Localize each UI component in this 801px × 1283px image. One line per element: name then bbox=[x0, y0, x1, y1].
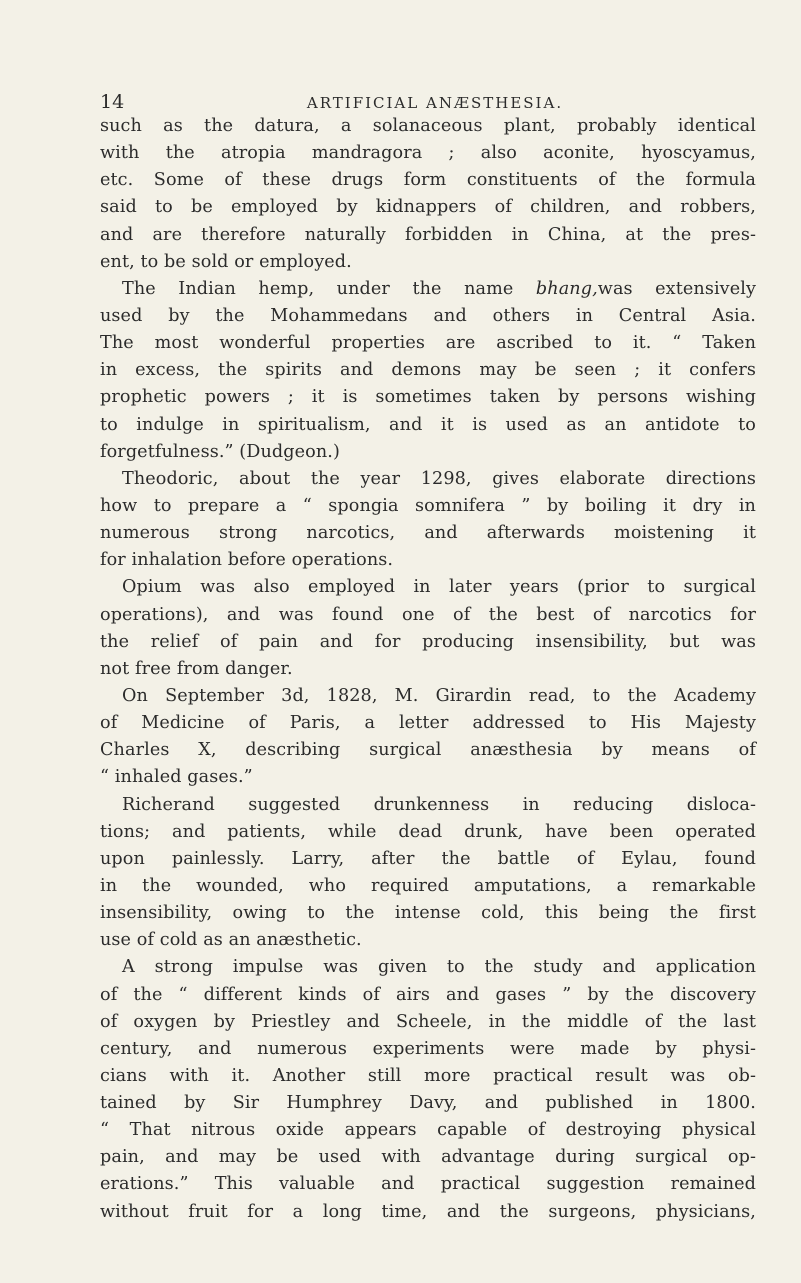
text-line: insensibility, owing to the intense cold, this being the first bbox=[100, 903, 756, 924]
text-line: prophetic powers ; it is sometimes taken by persons wishing bbox=[100, 387, 756, 408]
text-line: not free from danger. bbox=[100, 658, 293, 679]
text-line: use of cold as an anæsthetic. bbox=[100, 930, 362, 951]
text-line: and are therefore naturally forbidden in China, at the pres- bbox=[100, 224, 756, 245]
text-line: Theodoric, about the year 1298, gives elaborate directions bbox=[122, 468, 756, 489]
text-line: “ That nitrous oxide appears capable of destroying physical bbox=[100, 1120, 756, 1141]
text-line: used by the Mohammedans and others in Central Asia. bbox=[100, 305, 756, 326]
italic-term: bhang, bbox=[535, 278, 598, 299]
text-line: upon painlessly. Larry, after the battle of Eylau, found bbox=[100, 848, 756, 869]
text-line: operations), and was found one of the best of narcotics for bbox=[100, 604, 756, 625]
text-line: of Medicine of Paris, a letter addressed to His Majesty bbox=[100, 713, 756, 734]
text-line: Richerand suggested drunkenness in reducing disloca- bbox=[122, 794, 756, 815]
text-line: pain, and may be used with advantage during surgical op- bbox=[100, 1147, 756, 1168]
text-line bbox=[100, 276, 756, 303]
text-line: ent, to be sold or employed. bbox=[100, 251, 352, 272]
text-line: in the wounded, who required amputations, a remarkable bbox=[100, 875, 756, 896]
running-title: ARTIFICIAL ANÆSTHESIA. bbox=[306, 94, 564, 112]
text-line: tions; and patients, while dead drunk, have been operated bbox=[100, 821, 756, 842]
body-text bbox=[100, 113, 756, 1226]
text-line: Charles X, describing surgical anæsthesia by means of bbox=[100, 740, 756, 761]
text-line: erations.” This valuable and practical suggestion remained bbox=[100, 1174, 756, 1195]
text-line: of the “ different kinds of airs and gases ” by the discovery bbox=[100, 984, 756, 1005]
text-segment: The Indian hemp, under the name bbox=[122, 278, 536, 299]
text-line: century, and numerous experiments were made by physi- bbox=[100, 1038, 756, 1059]
text-line: On September 3d, 1828, M. Girardin read, to the Academy bbox=[122, 685, 756, 706]
text-line: cians with it. Another still more practical result was ob- bbox=[100, 1065, 756, 1086]
text-line: A strong impulse was given to the study and application bbox=[122, 957, 756, 978]
text-line: the relief of pain and for producing insensibility, but was bbox=[100, 631, 756, 652]
text-line: tained by Sir Humphrey Davy, and published in 1800. bbox=[100, 1093, 756, 1114]
text-line: in excess, the spirits and demons may be seen ; it confers bbox=[100, 360, 756, 381]
text-line: for inhalation before operations. bbox=[100, 550, 394, 571]
text-segment: was extensively bbox=[597, 278, 756, 299]
page-number: 14 bbox=[100, 91, 125, 113]
running-head bbox=[100, 90, 750, 114]
text-line: Opium was also employed in later years (prior to surgical bbox=[122, 577, 756, 598]
text-line: without fruit for a long time, and the surgeons, physicians, bbox=[100, 1201, 756, 1222]
text-line: such as the datura, a solanaceous plant, probably identical bbox=[100, 116, 756, 136]
text-line: The most wonderful properties are ascribed to it. “ Taken bbox=[100, 333, 756, 354]
text-line: etc. Some of these drugs form constituents of the formula bbox=[100, 170, 756, 191]
text-line: said to be employed by kidnappers of children, and robbers, bbox=[100, 197, 756, 218]
text-line: to indulge in spiritualism, and it is used as an antidote to bbox=[100, 414, 756, 435]
text-line: of oxygen by Priestley and Scheele, in the middle of the last bbox=[100, 1011, 756, 1032]
text-line: with the atropia mandragora ; also aconite, hyoscyamus, bbox=[100, 143, 756, 164]
text-line: forgetfulness.” (Dudgeon.) bbox=[100, 441, 340, 462]
text-line: “ inhaled gases.” bbox=[100, 767, 253, 788]
text-line: numerous strong narcotics, and afterwards moistening it bbox=[100, 523, 756, 544]
text-line: how to prepare a “ spongia somnifera ” by boiling it dry in bbox=[100, 495, 756, 516]
